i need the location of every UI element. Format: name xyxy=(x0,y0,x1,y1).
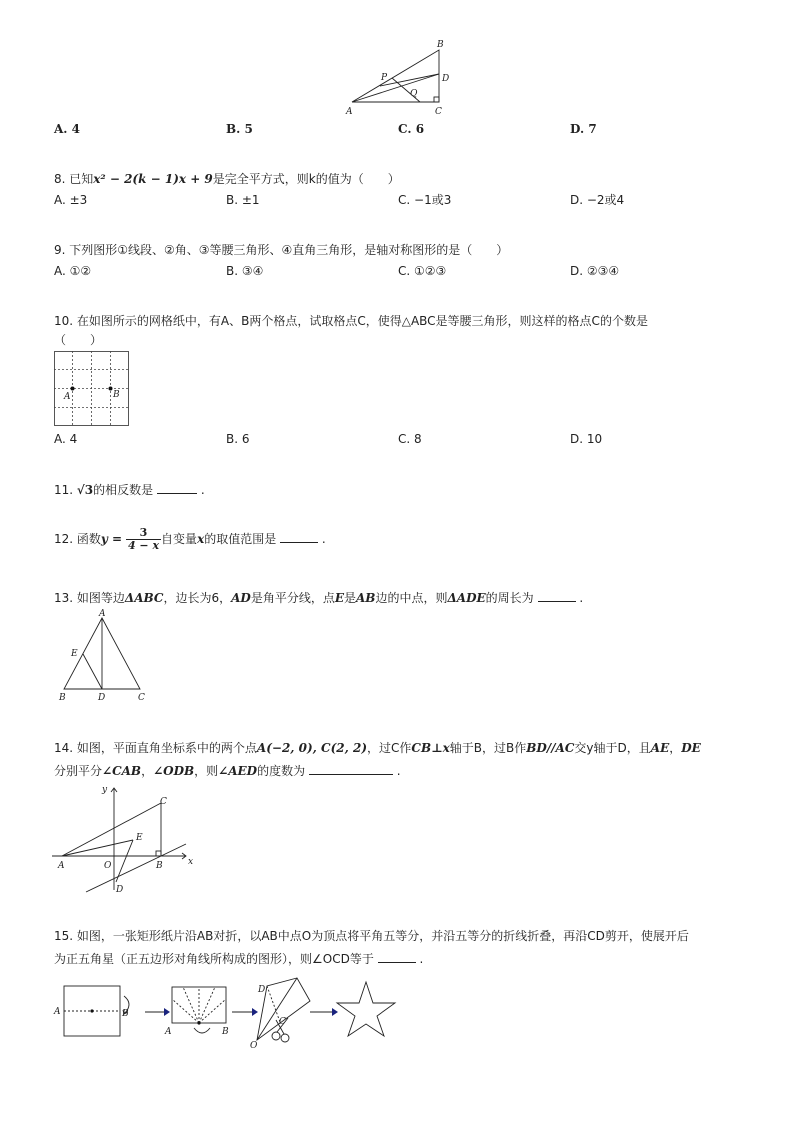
q12-var: x xyxy=(197,532,205,546)
q7-triangle xyxy=(352,50,439,102)
q11-radical: √3 xyxy=(76,483,94,497)
q11-end: . xyxy=(200,483,205,497)
q9-option-b[interactable]: B. ③④ xyxy=(226,264,264,278)
q15-question-line1: 15. 如图，一张矩形纸片沿AB对折，以AB中点O为顶点将平角五等分，并沿五等分的折线折叠，再沿CD剪开，使展开后 xyxy=(54,929,689,943)
q10-option-d[interactable]: D. 10 xyxy=(570,432,603,446)
q10-question: 10. 在如图所示的网格纸中，有A、B两个格点，试取格点C，使得△ABC是等腰三角形，则这样的格点C的个数是 xyxy=(54,314,648,328)
q14-cb-perp: CB⊥x xyxy=(411,741,450,755)
q11-question xyxy=(54,481,205,498)
q8-option-d[interactable]: D. −2或4 xyxy=(570,193,625,207)
q13-end: . xyxy=(579,591,584,605)
q14-line2c: 的度数为 xyxy=(257,764,306,778)
q8-suffix: 是完全平方式，则k的值为（ ） xyxy=(212,172,400,186)
q15-label-o: O xyxy=(250,1041,258,1051)
q15-figure xyxy=(52,966,402,1052)
q13-question xyxy=(54,589,583,606)
q14-answer-blank[interactable] xyxy=(309,762,393,775)
q7-option-a[interactable]: A. 4 xyxy=(54,122,81,136)
q7-option-c[interactable]: C. 6 xyxy=(398,122,425,136)
q14-points: A(−2, 0), C(2, 2) xyxy=(256,741,367,755)
q12-fraction xyxy=(126,527,161,552)
q15-label-b2: B xyxy=(222,1027,229,1037)
q8-expression: x² − 2(k − 1)x + 9 xyxy=(93,172,213,186)
q14-angle-odb: ∠ODB xyxy=(153,764,195,778)
q8-question xyxy=(54,171,400,187)
q10-point-b xyxy=(109,387,113,391)
q13-label-b: B xyxy=(59,693,66,703)
q14-line2b: ，则 xyxy=(194,764,219,778)
q13-part2: ，边长为6， xyxy=(163,591,232,605)
q14-label-o: O xyxy=(104,861,112,871)
q8-option-c[interactable]: C. −1或3 xyxy=(398,193,452,207)
q14-label-y: y xyxy=(102,785,108,795)
q10-label-b: B xyxy=(113,390,120,400)
q15-label-d: D xyxy=(258,985,266,995)
q14-question-line1 xyxy=(54,740,701,756)
q12-suffix: 的取值范围是 xyxy=(204,532,277,546)
q15-question-line2 xyxy=(54,950,423,967)
q13-point-e: E xyxy=(334,591,344,605)
q10-label-a: A xyxy=(64,392,71,402)
q7-label-c: C xyxy=(435,107,442,117)
q15-end: . xyxy=(419,952,424,966)
q10-grid-figure xyxy=(54,351,130,427)
q8-prefix: 8. 已知 xyxy=(54,172,94,186)
q14-label-x: x xyxy=(188,857,194,867)
q13-part5: 边的中点，则 xyxy=(375,591,448,605)
q13-part1: 13. 如图等边 xyxy=(54,591,125,605)
q14-part2: ，过C作 xyxy=(367,741,412,755)
q15-label-b1: B xyxy=(122,1009,129,1019)
q11-prefix: 11. xyxy=(54,483,77,497)
q12-answer-blank[interactable] xyxy=(280,530,318,543)
q13-label-e: E xyxy=(71,649,78,659)
q14-figure xyxy=(52,782,198,896)
q13-figure xyxy=(54,608,154,704)
q10-paren: （ ） xyxy=(54,333,103,347)
q7-label-q: Q xyxy=(410,89,418,99)
q13-answer-blank[interactable] xyxy=(538,589,576,602)
q15-label-a2: A xyxy=(165,1027,172,1037)
q10-option-c[interactable]: C. 8 xyxy=(398,432,422,446)
q14-part4: 交y轴于D，且 xyxy=(574,741,651,755)
q14-end: . xyxy=(396,764,401,778)
q12-denominator: 4 − x xyxy=(127,539,160,552)
q14-angle-aed: ∠AED xyxy=(218,764,258,778)
q14-label-d: D xyxy=(116,885,124,895)
q13-triangle-abc: ΔABC xyxy=(124,591,164,605)
q14-label-e: E xyxy=(136,833,143,843)
q12-lhs: y = xyxy=(100,532,123,546)
q14-comma: ， xyxy=(669,741,682,755)
q13-label-d: D xyxy=(98,693,106,703)
q14-label-c: C xyxy=(160,797,167,807)
q12-middle: 自变量 xyxy=(161,532,198,546)
q10-option-b[interactable]: B. 6 xyxy=(226,432,250,446)
q14-label-b: B xyxy=(156,861,163,871)
q13-part4: 是 xyxy=(343,591,356,605)
q13-label-a: A xyxy=(99,609,106,619)
q11-suffix: 的相反数是 xyxy=(93,483,154,497)
q7-label-b: B xyxy=(437,40,444,50)
q14-de: DE xyxy=(681,741,701,755)
q7-figure xyxy=(340,36,460,120)
q15-answer-blank[interactable] xyxy=(378,950,416,963)
q10-point-a xyxy=(71,387,75,391)
q15-label-c: C xyxy=(279,1017,286,1027)
q13-part3: 是角平分线，点 xyxy=(250,591,335,605)
q9-option-c[interactable]: C. ①②③ xyxy=(398,264,447,278)
q7-option-d[interactable]: D. 7 xyxy=(570,122,597,136)
q12-numerator: 3 xyxy=(126,527,161,540)
q7-label-d: D xyxy=(442,74,450,84)
q7-option-b[interactable]: B. 5 xyxy=(226,122,253,136)
q13-part6: 的周长为 xyxy=(485,591,534,605)
q14-label-a: A xyxy=(58,861,65,871)
q13-segment-ad: AD xyxy=(231,591,251,605)
q9-question: 9. 下列图形①线段、②角、③等腰三角形、④直角三角形，是轴对称图形的是（ ） xyxy=(54,243,509,257)
q12-end: . xyxy=(321,532,326,546)
q14-ae: AE xyxy=(650,741,670,755)
q15-star-shape xyxy=(337,982,395,1036)
q12-prefix: 12. 函数 xyxy=(54,532,101,546)
q14-part3: 轴于B，过B作 xyxy=(449,741,527,755)
q15-line2a: 为正五角星（正五边形对角线所构成的图形），则∠OCD等于 xyxy=(54,952,374,966)
q13-label-c: C xyxy=(138,693,145,703)
q14-bd-parallel: BD//AC xyxy=(526,741,575,755)
q14-question-line2 xyxy=(54,762,401,779)
q8-option-a[interactable]: A. ±3 xyxy=(54,193,88,207)
q10-option-a[interactable]: A. 4 xyxy=(54,432,78,446)
q14-sep: ， xyxy=(141,764,154,778)
q9-option-d[interactable]: D. ②③④ xyxy=(570,264,620,278)
q14-angle-cab: ∠CAB xyxy=(102,764,142,778)
q13-triangle-ade: ΔADE xyxy=(447,591,486,605)
q11-answer-blank[interactable] xyxy=(157,481,197,494)
q7-label-p: P xyxy=(381,73,388,83)
q15-label-a1: A xyxy=(54,1007,61,1017)
q7-label-a: A xyxy=(346,107,353,117)
q14-part1: 14. 如图，平面直角坐标系中的两个点 xyxy=(54,741,257,755)
q8-option-b[interactable]: B. ±1 xyxy=(226,193,260,207)
q13-segment-ab: AB xyxy=(356,591,376,605)
q12-question xyxy=(54,525,326,553)
q9-option-a[interactable]: A. ①② xyxy=(54,264,92,278)
q14-line2a: 分别平分 xyxy=(54,764,103,778)
